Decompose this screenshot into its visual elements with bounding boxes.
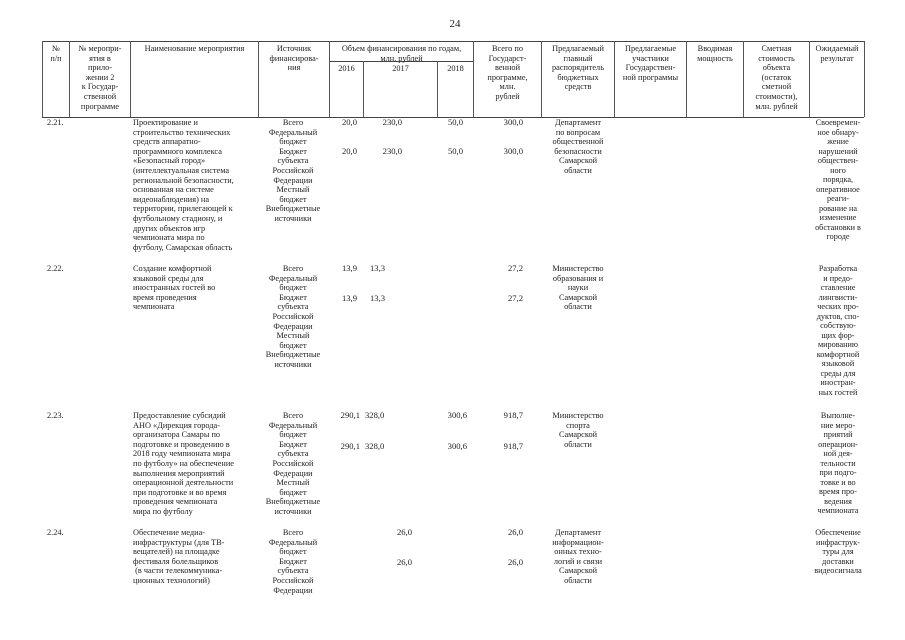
expected-result: Своевремен- ное обнару- жение нарушений обществен- ного порядка, оперативное реаги- рование на изменение обстановки в городе (815, 118, 861, 241)
value-2017: 13,3 (370, 293, 386, 303)
value-total: 918,7 (503, 441, 523, 451)
expected-result: Обеспечение инфраструк- туры для доставки видеосигнала (814, 528, 862, 575)
expected-result: Разработка и предо- ставление лингвисти- ческих про- дуктов, спо- собствую- щих фор- мированию комфортной языковой среды для иностран- ных гостей (816, 264, 860, 397)
header-item-no: № меропри- ятия в прило- жении 2 к Государ- ственной программе (78, 44, 122, 111)
header-capacity: Вводимая мощность (697, 44, 733, 63)
value-2017: 328,0 (365, 441, 385, 451)
value-total: 300,0 (503, 117, 523, 127)
row-number: 2.23. (47, 411, 64, 420)
header-source: Источник финансирова- ния (269, 44, 319, 73)
row-number: 2.24. (47, 528, 64, 537)
value-2016: 13,9 (341, 293, 357, 303)
header-participants: Предлагаемые участники Государствен- ной программы (622, 44, 679, 82)
value-total: 26,0 (507, 557, 523, 567)
value-2017: 26,0 (396, 527, 412, 537)
value-2016: 13,9 (341, 263, 357, 273)
header-no: № п/п (50, 44, 62, 63)
measure-name: Предоставление субсидий АНО «Дирекция города- организатора Самары по подготовке и проведению в 2018 году чемпионата мира по футболу» на обеспечение выполнения мероприятий операционной деятельности при подготовке и во время проведения чемпионата мира по футболу (133, 411, 234, 516)
value-2016: 20,0 (341, 117, 357, 127)
header-chief: Предлагаемый главный распорядитель бюджетных средств (552, 44, 604, 92)
value-total: 300,0 (503, 146, 523, 156)
funding-sources: Всего Федеральный бюджет Бюджет субъекта Российской Федерации Местный бюджет Внебюджетные источники (265, 411, 321, 516)
header-cost: Сметная стоимость объекта (остаток сметной стоимости), млн. рублей (755, 44, 798, 111)
chief-administrator: Министерство спорта Самарской области (552, 411, 604, 449)
value-2017: 26,0 (396, 557, 412, 567)
header-result: Ожидаемый результат (815, 44, 859, 63)
row-number: 2.22. (47, 264, 64, 273)
value-2018: 300,6 (447, 410, 467, 420)
value-2017: 328,0 (365, 410, 385, 420)
header-year-2017: 2017 (392, 64, 409, 73)
value-2018: 300,6 (447, 441, 467, 451)
value-2017: 13,3 (370, 263, 386, 273)
expected-result: Выполне- ние меро- приятий операцион- ной дея- тельности при подго- товке и во время про- ведения чемпионата (817, 411, 859, 515)
measure-name: Проектирование и строительство технических средств аппаратно- программного комплекса «Безопасный город» (интеллектуальная система региональной безопасности, основанная на системе видеонаблюдения) на территории, прилегающей к футбольному стадиону, и других объектов игр чемпионата мира по футболу, Самарская область (133, 118, 234, 252)
value-2016: 20,0 (341, 146, 357, 156)
row-number: 2.21. (47, 118, 64, 127)
header-total: Всего по Государст- венной программе, млн. рублей (487, 44, 528, 101)
value-2018: 50,0 (447, 117, 463, 127)
header-name: Наименование мероприятия (144, 44, 245, 53)
funding-sources: Всего Федеральный бюджет Бюджет субъекта Российской Федерации Местный бюджет Внебюджетные источники (265, 118, 321, 223)
value-total: 918,7 (503, 410, 523, 420)
value-2016: 290,1 (340, 410, 360, 420)
value-2017: 230,0 (382, 146, 402, 156)
table-top-rule (42, 41, 864, 42)
header-year-2018: 2018 (447, 64, 464, 73)
measure-name: Создание комфортной языковой среды для иностранных гостей во время проведения чемпионата (133, 264, 216, 312)
value-2018: 50,0 (447, 146, 463, 156)
funding-sources: Всего Федеральный бюджет Бюджет субъекта Российской Федерации Местный бюджет Внебюджетные источники (265, 264, 321, 369)
measure-name: Обеспечение медиа- инфраструктуры (для ТВ- вещателей) на площадке фестиваля болельщиков (в части телекоммуника- ционных технологий) (133, 528, 225, 585)
value-total: 27,2 (507, 293, 523, 303)
chief-administrator: Департамент информацион- онных техно- логий и связи Самарской области (552, 528, 604, 585)
page-number: 24 (449, 18, 461, 30)
value-total: 27,2 (507, 263, 523, 273)
value-total: 26,0 (507, 527, 523, 537)
chief-administrator: Департамент по вопросам общественной безопасности Самарской области (552, 118, 604, 175)
value-2016: 290,1 (340, 441, 360, 451)
value-2017: 230,0 (382, 117, 402, 127)
header-year-2016: 2016 (338, 64, 355, 73)
header-volume: Объем финансирования по годам, млн. рублей (341, 44, 462, 63)
col-divider (864, 41, 865, 117)
chief-administrator: Министерство образования и науки Самарской области (552, 264, 604, 312)
funding-sources: Всего Федеральный бюджет Бюджет субъекта Российской Федерации (268, 528, 318, 595)
